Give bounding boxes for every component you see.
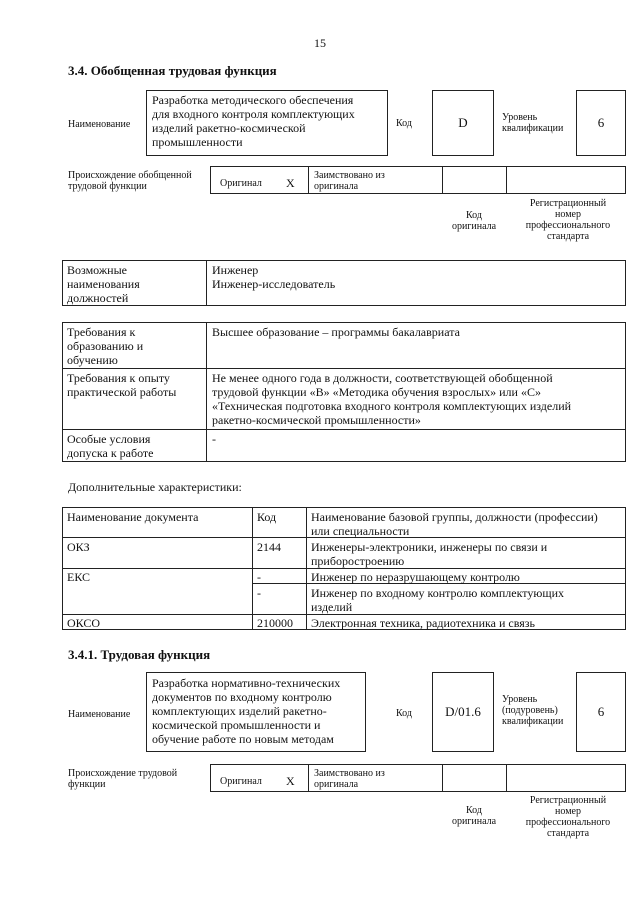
row-name-okso: Электронная техника, радиотехника и связь <box>311 616 535 630</box>
function-name-box-2 <box>146 672 366 752</box>
code-label: Код <box>396 118 412 129</box>
row-name-okz: Инженеры-электроники, инженеры по связи и приборостроению <box>311 540 548 568</box>
requirement-value-experience: Не менее одного года в должности, соответствующей обобщенной трудовой функции «B» «Методика обучения взрослых» или «C» «Техническая подготовка входного контроля комплектующих изделий ракетно-космической промышленности» <box>212 371 572 427</box>
code-original-label: Код оригинала <box>451 210 497 232</box>
function-name-value-2: Разработка нормативно-технических документов по входному контролю комплектующих изделий ракетно- космической промышленности и обучение работе по новым методам <box>152 676 341 746</box>
section-heading: 3.4. Обобщенная трудовая функция <box>68 63 277 78</box>
code-value-2: D/01.6 <box>432 672 494 752</box>
name-label: Наименование <box>68 119 131 130</box>
origin-label-2: Происхождение трудовой функции <box>68 768 178 790</box>
row-code-eks: - <box>257 570 261 584</box>
original-label-2: Оригинал <box>220 776 262 787</box>
origin-table <box>210 166 626 194</box>
additional-title: Дополнительные характеристики: <box>68 480 242 494</box>
code-label-2: Код <box>396 708 412 719</box>
requirement-label-conditions: Особые условия допуска к работе <box>67 432 154 460</box>
function-name-box <box>146 90 388 156</box>
level-label-2: Уровень (подуровень) квалификации <box>502 694 564 727</box>
borrowed-label: Заимствовано из оригинала <box>314 170 385 192</box>
level-label: Уровень квалификации <box>502 112 564 134</box>
original-mark-2: X <box>286 774 295 788</box>
positions-table <box>62 260 626 306</box>
function-name-value: Разработка методического обеспечения для входного контроля комплектующих изделий ракетно-космической промышленности <box>152 93 355 149</box>
name-label-2: Наименование <box>68 709 131 720</box>
subsection-heading: 3.4.1. Трудовая функция <box>68 647 211 662</box>
positions-label: Возможные наименования должностей <box>67 263 140 305</box>
row-code-eks-2: - <box>257 586 261 600</box>
row-doc-okz: ОКЗ <box>67 540 90 554</box>
row-name-eks-2: Инженер по входному контролю комплектующих изделий <box>311 586 565 614</box>
requirement-value-education: Высшее образование – программы бакалавриата <box>212 325 460 339</box>
borrowed-label-2: Заимствовано из оригинала <box>314 768 385 790</box>
header-code: Код <box>257 510 277 524</box>
level-value: 6 <box>576 90 626 156</box>
page-number: 15 <box>314 36 326 50</box>
header-name: Наименование базовой группы, должности (профессии) или специальности <box>311 510 598 538</box>
positions-value: Инженер Инженер-исследователь <box>212 263 336 291</box>
requirement-label-education: Требования к образованию и обучению <box>67 325 144 367</box>
code-value: D <box>432 90 494 156</box>
row-code-okso: 210000 <box>257 616 293 630</box>
origin-table-2 <box>210 764 626 792</box>
original-mark: X <box>286 176 295 190</box>
code-original-label-2: Код оригинала <box>451 805 497 827</box>
row-doc-eks: ЕКС <box>67 570 91 584</box>
requirement-value-conditions: - <box>212 432 216 446</box>
original-label: Оригинал <box>220 178 262 189</box>
row-name-eks: Инженер по неразрушающему контролю <box>311 570 520 584</box>
row-doc-okso: ОКСО <box>67 616 101 630</box>
reg-number-label: Регистрационный номер профессионального стандарта <box>525 198 611 242</box>
level-value-2: 6 <box>576 672 626 752</box>
reg-number-label-2: Регистрационный номер профессионального стандарта <box>525 795 611 839</box>
requirement-label-experience: Требования к опыту практической работы <box>67 371 177 399</box>
row-code-okz: 2144 <box>257 540 281 554</box>
origin-label: Происхождение обобщенной трудовой функции <box>68 170 192 192</box>
header-document: Наименование документа <box>67 510 199 524</box>
